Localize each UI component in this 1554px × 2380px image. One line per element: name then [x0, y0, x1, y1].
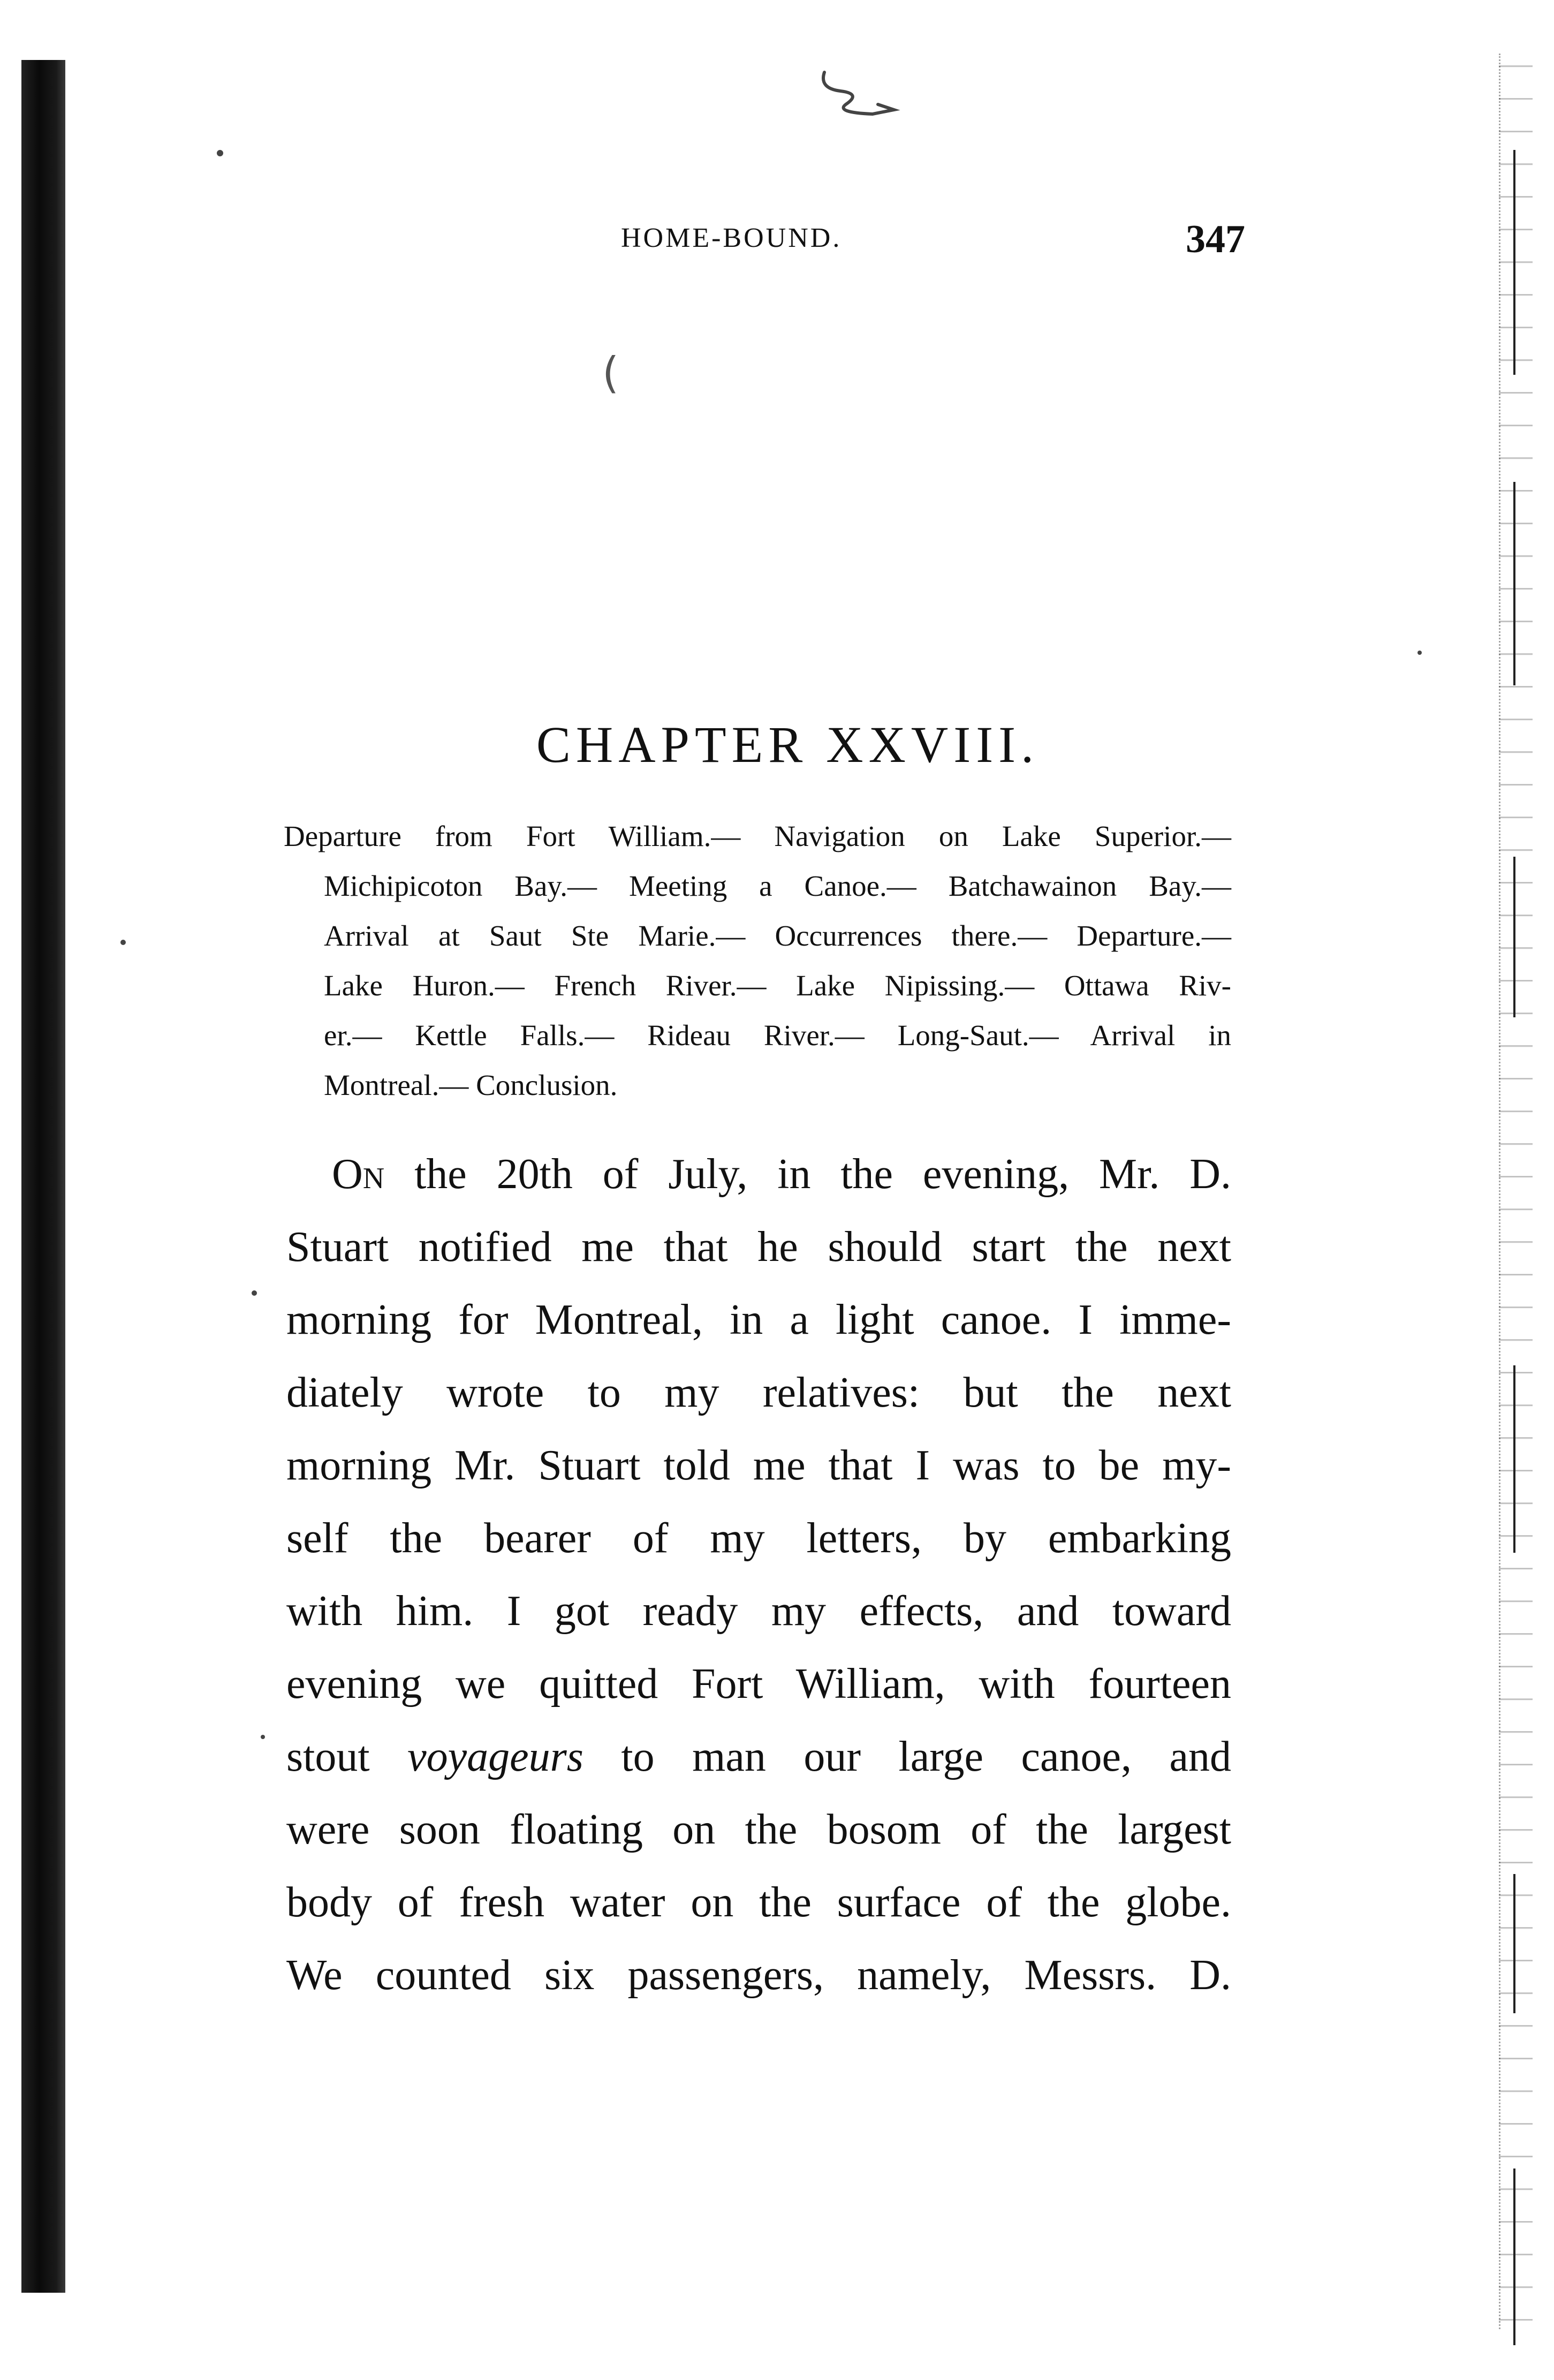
running-head: HOME-BOUND.: [621, 223, 842, 253]
scan-speck: [261, 1735, 265, 1739]
summary-line: Departure from Fort William.— Navigation on Lake Superior.—: [284, 820, 1231, 852]
body-paragraph: [286, 1138, 1231, 2012]
summary-line: Arrival at Saut Ste Marie.— Occurrences there.— Departure.—: [324, 919, 1231, 952]
summary-line: er.— Kettle Falls.— Rideau River.— Long-Saut.— Arrival in: [324, 1019, 1231, 1052]
body-line-text: the 20th of July, in the evening, Mr. D.: [384, 1151, 1231, 1198]
chapter-title: CHAPTER XXVIII.: [536, 716, 1040, 773]
page-edge: [1499, 54, 1533, 2329]
summary-line: Lake Huron.— French River.— Lake Nipissing.— Ottawa Riv-: [324, 969, 1231, 1002]
summary-line: Montreal.— Conclusion.: [324, 1069, 618, 1101]
body-line: were soon floating on the bosom of the largest: [286, 1806, 1231, 1853]
page-header: [0, 217, 1554, 270]
binding-shadow: [21, 60, 65, 2293]
scan-speck: [1417, 651, 1422, 655]
italic-word: voyageurs: [407, 1733, 583, 1780]
body-line: Stuart notified me that he should start the next: [286, 1223, 1231, 1271]
body-line: morning for Montreal, in a light canoe. I imme-: [286, 1296, 1231, 1343]
body-line: We counted six passengers, namely, Messrs. D.: [286, 1952, 1231, 1999]
body-line: [286, 1720, 1231, 1793]
body-line: evening we quitted Fort William, with fourteen: [286, 1660, 1231, 1707]
body-line: morning Mr. Stuart told me that I was to be my-: [286, 1442, 1231, 1489]
scan-speck: [217, 150, 223, 156]
page-number: 347: [1186, 217, 1245, 261]
drop-word: On: [332, 1151, 385, 1198]
body-line: self the bearer of my letters, by embarking: [286, 1515, 1231, 1562]
summary-line: Michipicoton Bay.— Meeting a Canoe.— Batchawainon Bay.—: [324, 870, 1231, 902]
scan-speck: [120, 940, 126, 945]
scan-speck: [252, 1290, 257, 1296]
body-line: body of fresh water on the surface of the globe.: [286, 1879, 1231, 1926]
body-line: diately wrote to my relatives: but the next: [286, 1369, 1231, 1416]
body-line: with him. I got ready my effects, and toward: [286, 1588, 1231, 1635]
body-line-text: to man our large canoe, and: [583, 1733, 1231, 1780]
pencil-mark: [814, 67, 905, 118]
chapter-summary: [284, 811, 1231, 1110]
paren-mark: (: [602, 348, 619, 398]
body-line-text: stout: [286, 1733, 408, 1780]
body-line: [286, 1138, 1231, 1211]
